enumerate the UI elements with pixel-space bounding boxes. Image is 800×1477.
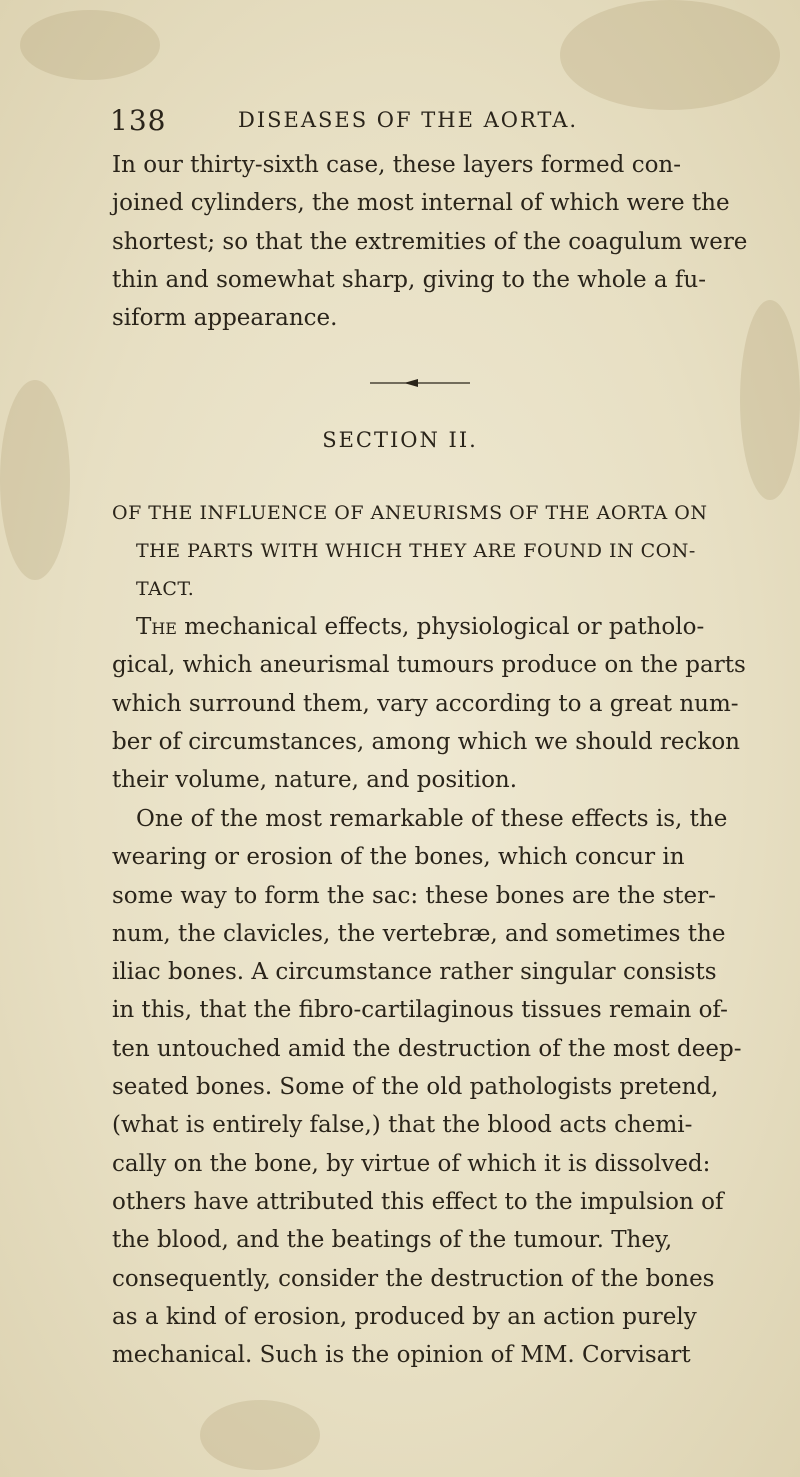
- text-line: joined cylinders, the most internal of which were the: [112, 190, 730, 217]
- text-line: in this, that the fibro-cartilaginous tissues remain of-: [112, 997, 728, 1024]
- text-line: siform appearance.: [112, 305, 338, 332]
- page-stain: [560, 0, 780, 110]
- text-line: gical, which aneurismal tumours produce on the parts: [112, 652, 746, 679]
- text-line: as a kind of erosion, produced by an action purely: [112, 1303, 697, 1330]
- running-head: DISEASES OF THE AORTA.: [238, 108, 579, 132]
- text-line: wearing or erosion of the bones, which concur in: [112, 844, 685, 871]
- drop-word: The: [136, 614, 177, 640]
- text-line: ber of circumstances, among which we should reckon: [112, 728, 740, 755]
- page-stain: [200, 1400, 320, 1470]
- heading-line: THE PARTS WITH WHICH THEY ARE FOUND IN CON-: [136, 540, 696, 562]
- section-divider-ornament: [368, 378, 472, 388]
- text-line: cally on the bone, by virtue of which it is dissolved:: [112, 1150, 711, 1177]
- text-line: shortest; so that the extremities of the coagulum were: [112, 228, 748, 255]
- text-line: their volume, nature, and position.: [112, 767, 518, 794]
- text-line: ten untouched amid the destruction of the most deep-: [112, 1035, 742, 1062]
- text-line: seated bones. Some of the old pathologists pretend,: [112, 1074, 719, 1101]
- body-paragraph-1: [112, 608, 746, 799]
- section-title: SECTION II.: [322, 428, 478, 452]
- text-line: iliac bones. A circumstance rather singular consists: [112, 959, 717, 986]
- text-line: the blood, and the beatings of the tumour. They,: [112, 1227, 673, 1254]
- heading-line: TACT.: [136, 578, 195, 600]
- page-number: 138: [110, 104, 167, 137]
- text-line: which surround them, vary according to a great num-: [112, 690, 739, 717]
- text-line: some way to form the sac: these bones are the ster-: [112, 882, 716, 909]
- text-line: consequently, consider the destruction of the bones: [112, 1265, 715, 1292]
- text-line: mechanical. Such is the opinion of MM. Corvisart: [112, 1342, 691, 1369]
- page-header: [110, 104, 710, 144]
- page-stain: [0, 380, 70, 580]
- text-line: (what is entirely false,) that the blood acts chemi-: [112, 1112, 693, 1139]
- intro-paragraph: [112, 146, 748, 337]
- text-line: num, the clavicles, the vertebræ, and sometimes the: [112, 920, 726, 947]
- page-stain: [740, 300, 800, 500]
- text-line: [112, 608, 712, 646]
- heading-line: OF THE INFLUENCE OF ANEURISMS OF THE AORTA ON: [112, 502, 708, 524]
- text-line: In our thirty-sixth case, these layers formed con-: [112, 152, 682, 178]
- section-heading: [112, 494, 732, 608]
- text-line: One of the most remarkable of these effects is, the: [136, 806, 728, 832]
- page-stain: [20, 10, 160, 80]
- body-paragraph-2: [112, 800, 742, 1374]
- text-line: others have attributed this effect to the impulsion of: [112, 1188, 724, 1215]
- text-line: thin and somewhat sharp, giving to the whole a fu-: [112, 266, 707, 293]
- text-line-rest: mechanical effects, physiological or patholo-: [176, 614, 705, 640]
